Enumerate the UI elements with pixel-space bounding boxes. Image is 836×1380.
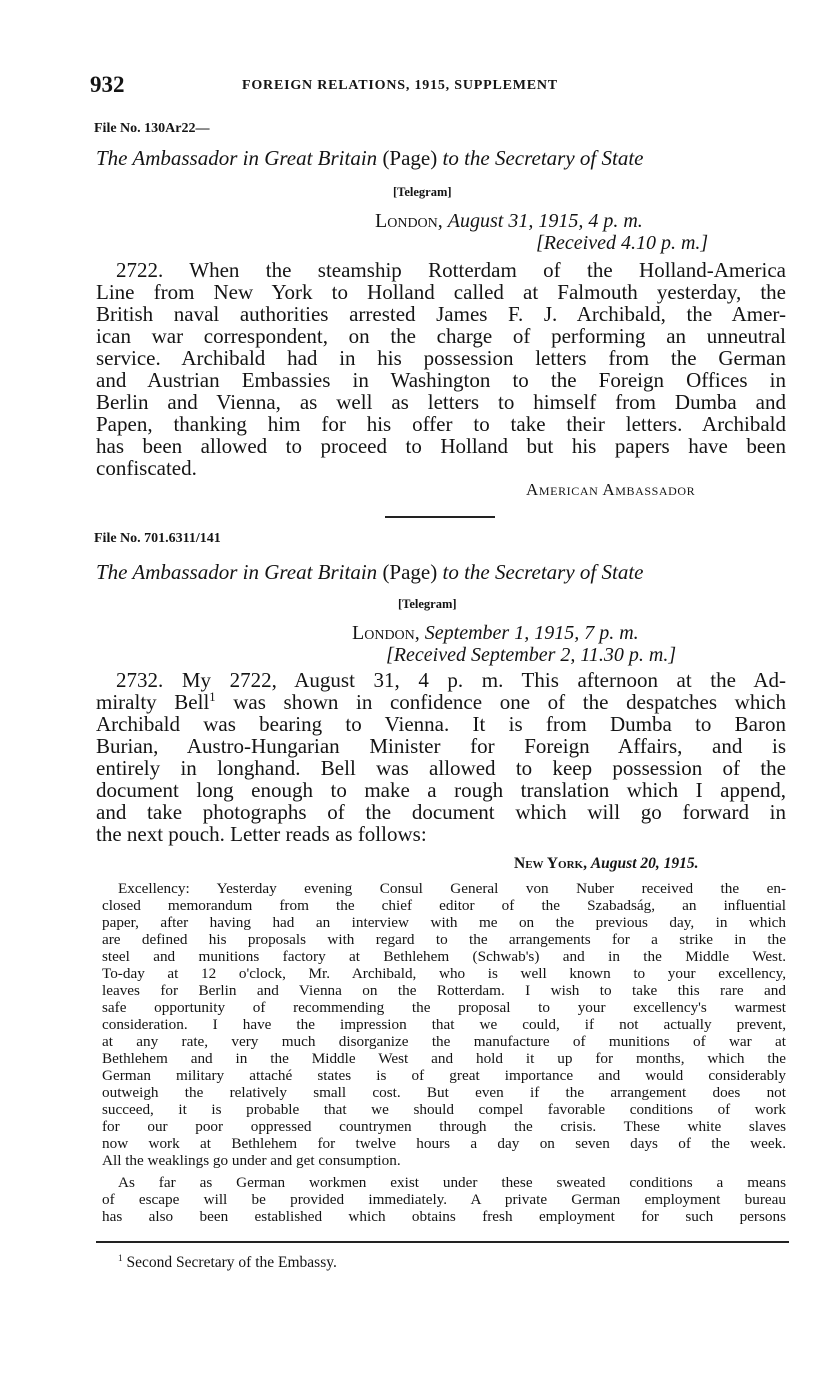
document-title-2 bbox=[96, 560, 644, 585]
footnote-text: Second Secretary of the Embassy. bbox=[126, 1254, 337, 1271]
letter-line: are defined his proposals with regard to the arrangements for a strike in the bbox=[102, 931, 786, 948]
body-line: British naval authorities arrested James F. J. Archibald, the Amer- bbox=[96, 302, 786, 326]
received-text: [Received September 2, 11.30 p. m.] bbox=[386, 644, 677, 666]
letter-line: has also been established which obtains fresh employment for such persons bbox=[102, 1208, 786, 1225]
document-title-1 bbox=[96, 146, 644, 171]
title-post: to the Secretary of State bbox=[442, 146, 644, 170]
dateline-1 bbox=[375, 210, 643, 233]
footnote-rule bbox=[96, 1241, 789, 1243]
footnote bbox=[118, 1254, 337, 1272]
running-head: FOREIGN RELATIONS, 1915, SUPPLEMENT bbox=[242, 78, 558, 93]
received-line-2 bbox=[386, 644, 676, 667]
body-line: has been allowed to proceed to Holland but his papers have been bbox=[96, 434, 786, 458]
body-line: entirely in longhand. Bell was allowed to keep possession of the bbox=[96, 756, 786, 780]
body-line: and Austrian Embassies in Washington to the Foreign Offices in bbox=[96, 368, 786, 392]
footnote-marker: 1 bbox=[118, 1253, 123, 1264]
letter-place: New York, bbox=[514, 855, 587, 872]
file-number-1: File No. 130Ar22— bbox=[94, 121, 210, 136]
letter-line: succeed, it is probable that we should compel favorable conditions of work bbox=[102, 1101, 786, 1118]
letter-line: for our poor oppressed countrymen through the crisis. These white slaves bbox=[102, 1118, 786, 1135]
body-line: 2732. My 2722, August 31, 4 p. m. This afternoon at the Ad- bbox=[116, 668, 786, 692]
dateline-date: August 31, 1915, 4 p. m. bbox=[447, 210, 643, 232]
letter-line: of escape will be provided immediately. A private German employment bureau bbox=[102, 1191, 786, 1208]
section-divider bbox=[385, 516, 495, 518]
body-line: confiscated. bbox=[96, 456, 197, 480]
title-name: (Page) bbox=[382, 146, 438, 170]
signature-1: American Ambassador bbox=[526, 480, 696, 499]
letter-line: leaves for Berlin and Vienna on the Rotterdam. I wish to take this rare and bbox=[102, 982, 786, 999]
dateline-date: September 1, 1915, 7 p. m. bbox=[424, 622, 639, 644]
body-line bbox=[96, 692, 786, 713]
body-line: Berlin and Vienna, as well as letters to himself from Dumba and bbox=[96, 390, 786, 414]
file-number-2: File No. 701.6311/141 bbox=[94, 531, 221, 546]
body-text: miralty Bell bbox=[96, 690, 210, 714]
letter-date: August 20, 1915. bbox=[590, 855, 699, 872]
title-name: (Page) bbox=[382, 560, 438, 584]
body-line: and take photographs of the document which will go forward in bbox=[96, 800, 786, 824]
telegram-label-2: [Telegram] bbox=[398, 597, 457, 611]
body-line: service. Archibald had in his possession letters from the German bbox=[96, 346, 786, 370]
dateline-place: London, bbox=[375, 210, 443, 232]
letter-line: now work at Bethlehem for twelve hours a day on seven days of the week. bbox=[102, 1135, 786, 1152]
title-pre: The Ambassador in Great Britain bbox=[96, 560, 378, 584]
letter-line: at any rate, very much disorganize the manufacture of munitions of war at bbox=[102, 1033, 786, 1050]
letter-line: consideration. I have the impression that we could, if not actually prevent, bbox=[102, 1016, 786, 1033]
body-line: Papen, thanking him for his offer to take their letters. Archibald bbox=[96, 412, 786, 436]
letter-line: All the weaklings go under and get consumption. bbox=[102, 1152, 401, 1169]
letter-line: As far as German workmen exist under these sweated conditions a means bbox=[118, 1174, 786, 1191]
body-line: document long enough to make a rough translation which I append, bbox=[96, 778, 786, 802]
page-header bbox=[90, 72, 790, 102]
body-text: was shown in confidence one of the despatches which bbox=[215, 690, 786, 714]
letter-line: closed memorandum from the chief editor of the Szabadság, an influential bbox=[102, 897, 786, 914]
body-line: Archibald was bearing to Vienna. It is from Dumba to Baron bbox=[96, 712, 786, 736]
letter-dateline bbox=[514, 855, 699, 873]
letter-line: German military attaché states is of great importance and would considerably bbox=[102, 1067, 786, 1084]
page-number: 932 bbox=[90, 72, 125, 97]
footnote-ref: 1 bbox=[209, 690, 216, 704]
dateline-2 bbox=[352, 622, 639, 645]
title-pre: The Ambassador in Great Britain bbox=[96, 146, 378, 170]
letter-line: Excellency: Yesterday evening Consul General von Nuber received the en- bbox=[118, 880, 786, 897]
received-line-1 bbox=[536, 232, 708, 255]
letter-line: outweigh the relatively small cost. But even if the arrangement does not bbox=[102, 1084, 786, 1101]
title-post: to the Secretary of State bbox=[442, 560, 644, 584]
letter-line: safe opportunity of recommending the proposal to your excellency's warmest bbox=[102, 999, 786, 1016]
dateline-place: London, bbox=[352, 622, 420, 644]
body-line: Line from New York to Holland called at Falmouth yesterday, the bbox=[96, 280, 786, 304]
body-line: 2722. When the steamship Rotterdam of the Holland-America bbox=[116, 258, 786, 282]
body-line: the next pouch. Letter reads as follows: bbox=[96, 822, 427, 846]
body-line: ican war correspondent, on the charge of performing an unneutral bbox=[96, 324, 786, 348]
letter-line: paper, after having had an interview with me on the previous day, in which bbox=[102, 914, 786, 931]
letter-line: To-day at 12 o'clock, Mr. Archibald, who is well known to your excellency, bbox=[102, 965, 786, 982]
letter-line: steel and munitions factory at Bethlehem (Schwab's) and in the Middle West. bbox=[102, 948, 786, 965]
body-line: Burian, Austro-Hungarian Minister for Foreign Affairs, and is bbox=[96, 734, 786, 758]
received-text: [Received 4.10 p. m.] bbox=[536, 232, 709, 254]
telegram-label-1: [Telegram] bbox=[393, 185, 452, 199]
letter-line: Bethlehem and in the Middle West and hold it up for months, which the bbox=[102, 1050, 786, 1067]
